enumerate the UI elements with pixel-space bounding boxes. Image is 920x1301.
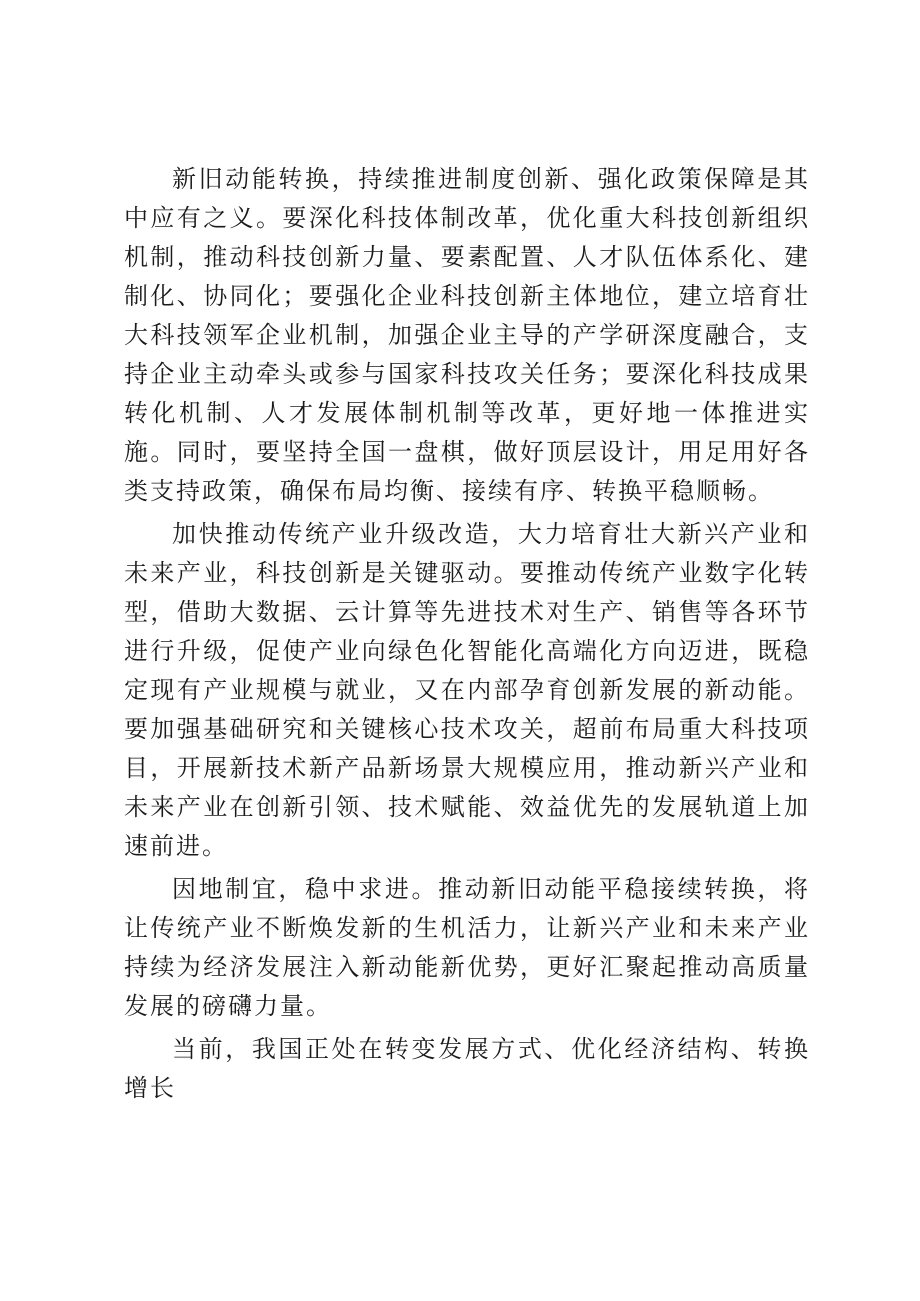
paragraph-2: 加快推动传统产业升级改造，大力培育壮大新兴产业和未来产业，科技创新是关键驱动。要推动传统产业数字化转型，借助大数据、云计算等先进技术对生产、销售等各环节进行升级，促使产业向绿色化智能化高端化方向迈进，既稳定现有产业规模与就业，又在内部孕育创新发展的新动能。要加强基础研究和关键核心技术攻关，超前布局重大科技项目，开展新技术新产品新场景大规模应用，推动新兴产业和未来产业在创新引领、技术赋能、效益优先的发展轨道上加速前进。 [124,520,810,860]
paragraph-3: 因地制宜，稳中求进。推动新旧动能平稳接续转换，将让传统产业不断焕发新的生机活力，让新兴产业和未来产业持续为经济发展注入新动能新优势，更好汇聚起推动高质量发展的磅礴力量。 [124,875,810,1020]
paragraph-4: 当前，我国正处在转变发展方式、优化经济结构、转换增长 [124,1035,810,1102]
paragraph-1: 新旧动能转换，持续推进制度创新、强化政策保障是其中应有之义。要深化科技体制改革，优化重大科技创新组织机制，推动科技创新力量、要素配置、人才队伍体系化、建制化、协同化；要强化企业科技创新主体地位，建立培育壮大科技领军企业机制，加强企业主导的产学研深度融合，支持企业主动牵头或参与国家科技攻关任务；要深化科技成果转化机制、人才发展体制机制等改革，更好地一体推进实施。同时，要坚持全国一盘棋，做好顶层设计，用足用好各类支持政策，确保布局均衡、接续有序、转换平稳顺畅。 [124,165,810,505]
document-body [124,160,810,1112]
